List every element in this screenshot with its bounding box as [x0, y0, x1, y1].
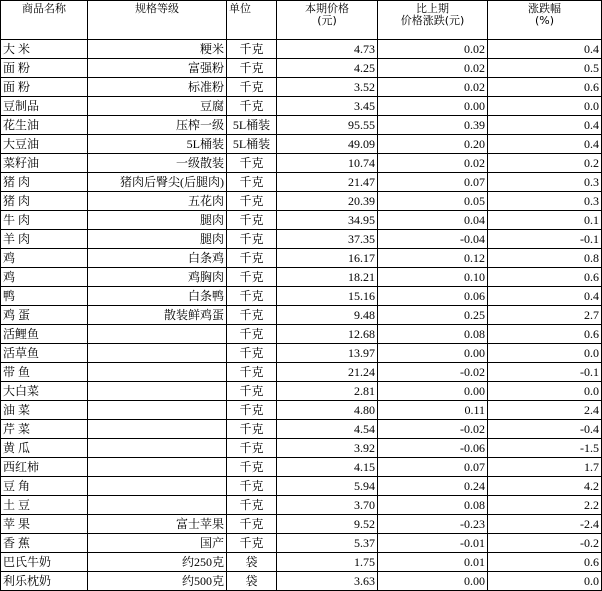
cell-unit: 千克: [227, 192, 277, 211]
cell-current-price: 3.45: [277, 97, 378, 116]
cell-current-price: 18.21: [277, 268, 378, 287]
cell-current-price: 3.92: [277, 439, 378, 458]
cell-spec-grade: 粳米: [88, 40, 227, 59]
cell-product-name: 大白菜: [1, 382, 88, 401]
cell-spec-grade: 富强粉: [88, 59, 227, 78]
cell-current-price: 95.55: [277, 116, 378, 135]
cell-price-change: -0.06: [378, 439, 488, 458]
cell-spec-grade: 散装鲜鸡蛋: [88, 306, 227, 325]
cell-product-name: 鸡 蛋: [1, 306, 88, 325]
cell-spec-grade: 白条鸡: [88, 249, 227, 268]
table-row: [1, 78, 602, 97]
cell-product-name: 鸡: [1, 249, 88, 268]
table-body: [1, 40, 602, 591]
cell-unit: 千克: [227, 363, 277, 382]
cell-change-percent: 0.0: [488, 97, 602, 116]
cell-current-price: 4.54: [277, 420, 378, 439]
cell-product-name: 香 蕉: [1, 534, 88, 553]
table-row: [1, 496, 602, 515]
cell-change-percent: 2.2: [488, 496, 602, 515]
cell-unit: 千克: [227, 287, 277, 306]
cell-unit: 千克: [227, 154, 277, 173]
table-row: [1, 382, 602, 401]
cell-price-change: 0.02: [378, 59, 488, 78]
table-row: [1, 420, 602, 439]
cell-product-name: 黄 瓜: [1, 439, 88, 458]
cell-unit: 千克: [227, 401, 277, 420]
cell-current-price: 13.97: [277, 344, 378, 363]
cell-spec-grade: [88, 439, 227, 458]
cell-current-price: 4.25: [277, 59, 378, 78]
cell-product-name: 利乐枕奶: [1, 572, 88, 591]
cell-price-change: 0.00: [378, 344, 488, 363]
cell-unit: 千克: [227, 382, 277, 401]
cell-price-change: 0.04: [378, 211, 488, 230]
cell-price-change: -0.04: [378, 230, 488, 249]
cell-price-change: 0.02: [378, 78, 488, 97]
cell-current-price: 4.15: [277, 458, 378, 477]
cell-spec-grade: [88, 496, 227, 515]
table-row: [1, 515, 602, 534]
cell-price-change: 0.00: [378, 382, 488, 401]
cell-product-name: 大 米: [1, 40, 88, 59]
cell-unit: 千克: [227, 496, 277, 515]
cell-price-change: 0.00: [378, 572, 488, 591]
cell-change-percent: 4.2: [488, 477, 602, 496]
cell-unit: 千克: [227, 458, 277, 477]
cell-price-change: -0.01: [378, 534, 488, 553]
cell-change-percent: 2.7: [488, 306, 602, 325]
cell-spec-grade: 标准粉: [88, 78, 227, 97]
cell-current-price: 34.95: [277, 211, 378, 230]
header-current-price-line1: 本期价格: [305, 2, 349, 15]
cell-change-percent: 0.8: [488, 249, 602, 268]
cell-price-change: 0.12: [378, 249, 488, 268]
cell-spec-grade: 腿肉: [88, 211, 227, 230]
table-row: [1, 572, 602, 591]
cell-unit: 千克: [227, 325, 277, 344]
cell-current-price: 3.70: [277, 496, 378, 515]
cell-change-percent: -0.1: [488, 230, 602, 249]
cell-unit: 千克: [227, 230, 277, 249]
table-row: [1, 534, 602, 553]
cell-spec-grade: 5L桶装: [88, 135, 227, 154]
cell-current-price: 5.94: [277, 477, 378, 496]
table-row: [1, 230, 602, 249]
header-price-change-line1: 比上期: [416, 2, 449, 15]
cell-change-percent: 0.6: [488, 78, 602, 97]
cell-change-percent: -0.4: [488, 420, 602, 439]
cell-change-percent: 0.6: [488, 268, 602, 287]
cell-unit: 袋: [227, 553, 277, 572]
cell-change-percent: 0.3: [488, 192, 602, 211]
table-row: [1, 458, 602, 477]
table-row: [1, 154, 602, 173]
cell-price-change: 0.10: [378, 268, 488, 287]
table-row: [1, 325, 602, 344]
cell-current-price: 16.17: [277, 249, 378, 268]
cell-spec-grade: 约500克: [88, 572, 227, 591]
cell-spec-grade: 国产: [88, 534, 227, 553]
table-row: [1, 363, 602, 382]
cell-current-price: 4.73: [277, 40, 378, 59]
cell-price-change: 0.05: [378, 192, 488, 211]
cell-spec-grade: [88, 458, 227, 477]
table-row: [1, 192, 602, 211]
cell-current-price: 49.09: [277, 135, 378, 154]
header-change-percent-line2: (%): [534, 14, 555, 27]
cell-spec-grade: [88, 477, 227, 496]
cell-change-percent: 0.0: [488, 382, 602, 401]
cell-product-name: 豆制品: [1, 97, 88, 116]
cell-price-change: 0.00: [378, 97, 488, 116]
cell-product-name: 羊 肉: [1, 230, 88, 249]
cell-product-name: 西红柿: [1, 458, 88, 477]
table-row: [1, 553, 602, 572]
cell-price-change: 0.07: [378, 173, 488, 192]
cell-unit: 千克: [227, 515, 277, 534]
cell-change-percent: 0.6: [488, 553, 602, 572]
cell-product-name: 土 豆: [1, 496, 88, 515]
cell-price-change: 0.06: [378, 287, 488, 306]
cell-product-name: 鸭: [1, 287, 88, 306]
cell-unit: 千克: [227, 268, 277, 287]
cell-price-change: 0.20: [378, 135, 488, 154]
cell-unit: 千克: [227, 59, 277, 78]
cell-change-percent: 0.5: [488, 59, 602, 78]
cell-unit: 5L桶装: [227, 135, 277, 154]
table-row: [1, 135, 602, 154]
cell-spec-grade: 鸡胸肉: [88, 268, 227, 287]
cell-unit: 千克: [227, 78, 277, 97]
table-row: [1, 306, 602, 325]
cell-unit: 5L桶装: [227, 116, 277, 135]
cell-change-percent: 0.4: [488, 40, 602, 59]
table-row: [1, 173, 602, 192]
cell-product-name: 猪 肉: [1, 192, 88, 211]
cell-product-name: 猪 肉: [1, 173, 88, 192]
header-unit: 单位: [227, 1, 277, 40]
header-spec-grade: 规格等级: [88, 1, 227, 40]
table-row: [1, 249, 602, 268]
table-row: [1, 97, 602, 116]
table-row: [1, 287, 602, 306]
cell-spec-grade: 白条鸭: [88, 287, 227, 306]
cell-current-price: 21.24: [277, 363, 378, 382]
cell-unit: 千克: [227, 249, 277, 268]
cell-spec-grade: 压榨一级: [88, 116, 227, 135]
cell-price-change: 0.01: [378, 553, 488, 572]
cell-price-change: 0.02: [378, 40, 488, 59]
cell-price-change: 0.08: [378, 325, 488, 344]
cell-product-name: 大豆油: [1, 135, 88, 154]
cell-product-name: 牛 肉: [1, 211, 88, 230]
header-current-price: [277, 1, 378, 40]
cell-product-name: 巴氏牛奶: [1, 553, 88, 572]
table-row: [1, 439, 602, 458]
cell-product-name: 花生油: [1, 116, 88, 135]
cell-change-percent: -2.4: [488, 515, 602, 534]
cell-spec-grade: 五花肉: [88, 192, 227, 211]
cell-unit: 千克: [227, 344, 277, 363]
cell-unit: 千克: [227, 211, 277, 230]
cell-current-price: 15.16: [277, 287, 378, 306]
cell-current-price: 12.68: [277, 325, 378, 344]
cell-price-change: 0.39: [378, 116, 488, 135]
cell-change-percent: 0.4: [488, 116, 602, 135]
cell-spec-grade: [88, 420, 227, 439]
cell-price-change: 0.25: [378, 306, 488, 325]
cell-price-change: 0.08: [378, 496, 488, 515]
cell-current-price: 9.48: [277, 306, 378, 325]
cell-change-percent: 0.6: [488, 325, 602, 344]
cell-change-percent: 0.2: [488, 154, 602, 173]
cell-product-name: 带 鱼: [1, 363, 88, 382]
cell-spec-grade: [88, 344, 227, 363]
cell-spec-grade: 约250克: [88, 553, 227, 572]
cell-change-percent: 0.1: [488, 211, 602, 230]
cell-price-change: -0.02: [378, 420, 488, 439]
cell-current-price: 3.52: [277, 78, 378, 97]
cell-current-price: 21.47: [277, 173, 378, 192]
cell-product-name: 苹 果: [1, 515, 88, 534]
cell-spec-grade: [88, 401, 227, 420]
cell-spec-grade: 豆腐: [88, 97, 227, 116]
cell-change-percent: 0.3: [488, 173, 602, 192]
cell-product-name: 面 粉: [1, 59, 88, 78]
cell-current-price: 5.37: [277, 534, 378, 553]
cell-price-change: -0.23: [378, 515, 488, 534]
header-price-change-line2: 价格涨跌(元): [400, 14, 465, 27]
cell-spec-grade: [88, 382, 227, 401]
cell-current-price: 9.52: [277, 515, 378, 534]
cell-current-price: 2.81: [277, 382, 378, 401]
cell-change-percent: 2.4: [488, 401, 602, 420]
table-row: [1, 116, 602, 135]
cell-spec-grade: [88, 363, 227, 382]
cell-current-price: 37.35: [277, 230, 378, 249]
table-row: [1, 59, 602, 78]
cell-product-name: 豆 角: [1, 477, 88, 496]
table-row: [1, 477, 602, 496]
cell-product-name: 油 菜: [1, 401, 88, 420]
cell-change-percent: -0.2: [488, 534, 602, 553]
table-row: [1, 40, 602, 59]
cell-product-name: 芹 菜: [1, 420, 88, 439]
cell-unit: 千克: [227, 306, 277, 325]
cell-change-percent: 0.0: [488, 572, 602, 591]
header-row: [1, 1, 602, 40]
cell-change-percent: 0.4: [488, 135, 602, 154]
cell-change-percent: 0.0: [488, 344, 602, 363]
cell-product-name: 面 粉: [1, 78, 88, 97]
header-price-change: [378, 1, 488, 40]
table-row: [1, 344, 602, 363]
cell-spec-grade: [88, 325, 227, 344]
cell-unit: 千克: [227, 40, 277, 59]
cell-current-price: 10.74: [277, 154, 378, 173]
table-row: [1, 268, 602, 287]
cell-unit: 千克: [227, 173, 277, 192]
table-row: [1, 401, 602, 420]
cell-product-name: 活鲤鱼: [1, 325, 88, 344]
header-product-name: 商品名称: [1, 1, 88, 40]
cell-unit: 千克: [227, 97, 277, 116]
cell-price-change: 0.11: [378, 401, 488, 420]
cell-unit: 千克: [227, 439, 277, 458]
cell-spec-grade: 猪肉后臀尖(后腿肉): [88, 173, 227, 192]
header-current-price-line2: (元): [317, 14, 337, 27]
cell-price-change: 0.24: [378, 477, 488, 496]
cell-change-percent: -1.5: [488, 439, 602, 458]
cell-product-name: 鸡: [1, 268, 88, 287]
cell-price-change: 0.02: [378, 154, 488, 173]
header-change-percent-line1: 涨跌幅: [528, 2, 561, 15]
header-change-percent: [488, 1, 602, 40]
cell-product-name: 菜籽油: [1, 154, 88, 173]
cell-unit: 袋: [227, 572, 277, 591]
cell-current-price: 20.39: [277, 192, 378, 211]
table-row: [1, 211, 602, 230]
cell-change-percent: -0.1: [488, 363, 602, 382]
cell-product-name: 活草鱼: [1, 344, 88, 363]
cell-change-percent: 0.4: [488, 287, 602, 306]
cell-current-price: 3.63: [277, 572, 378, 591]
cell-unit: 千克: [227, 420, 277, 439]
cell-spec-grade: 腿肉: [88, 230, 227, 249]
cell-price-change: 0.07: [378, 458, 488, 477]
cell-unit: 千克: [227, 534, 277, 553]
cell-current-price: 1.75: [277, 553, 378, 572]
cell-unit: 千克: [227, 477, 277, 496]
cell-change-percent: 1.7: [488, 458, 602, 477]
cell-spec-grade: 一级散装: [88, 154, 227, 173]
cell-current-price: 4.80: [277, 401, 378, 420]
cell-price-change: -0.02: [378, 363, 488, 382]
cell-spec-grade: 富士苹果: [88, 515, 227, 534]
